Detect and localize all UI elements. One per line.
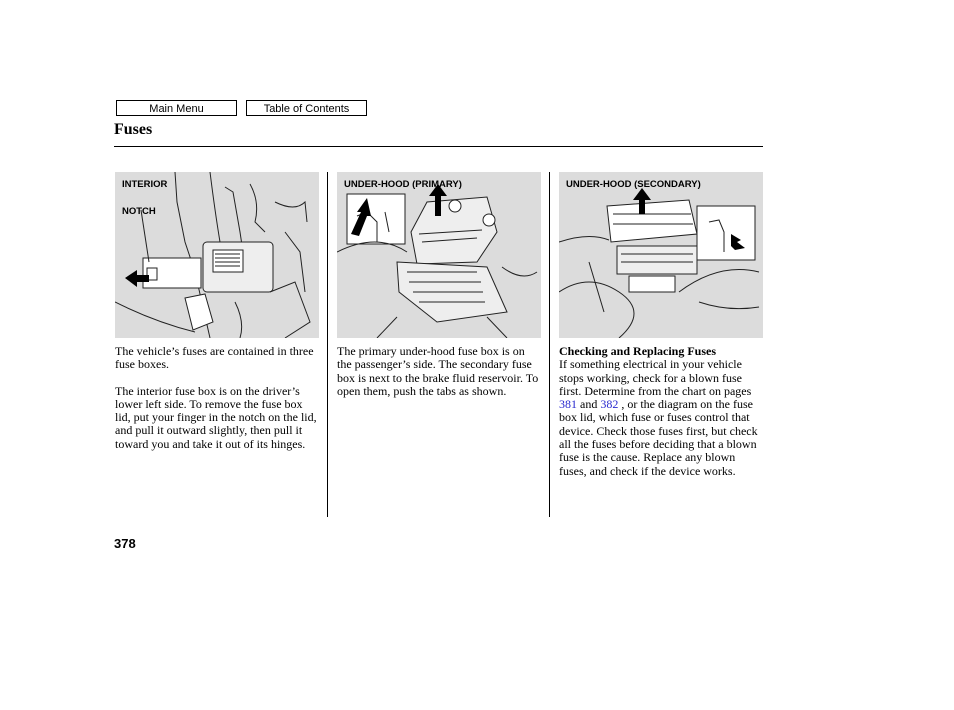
interior-fuse-box-illustration: [115, 172, 319, 338]
column-2-text: [337, 345, 542, 411]
page-number: 378: [114, 536, 136, 551]
primary-fuse-box-illustration: [337, 172, 541, 338]
table-of-contents-button[interactable]: Table of Contents: [246, 100, 367, 116]
secondary-fuse-box-illustration: [559, 172, 763, 338]
paragraph: The primary under-hood fuse box is on the passenger’s side. The secondary fuse box is next to the brake fluid reservoir. To open them, push the tabs as shown.: [337, 344, 539, 398]
page-381-link[interactable]: 381: [559, 397, 577, 412]
column-3-text: [559, 345, 764, 491]
primary-label: UNDER-HOOD (PRIMARY): [344, 179, 462, 190]
interior-figure: [115, 172, 319, 338]
paragraph: The vehicle’s fuses are contained in three fuse boxes.: [115, 344, 314, 372]
page-title: Fuses: [114, 121, 153, 138]
primary-figure: [337, 172, 541, 338]
text: , or the diagram on the fuse box lid, which fuse or fuses control that device. Check those fuses first, but check all the fuses before deciding that a blown fuse is the cause. Replace any blown fuses, and check if the device works.: [559, 397, 758, 478]
secondary-figure: [559, 172, 763, 338]
column-1-text: [115, 345, 320, 464]
main-menu-button[interactable]: Main Menu: [116, 100, 237, 116]
section-heading: Checking and Replacing Fuses: [559, 344, 717, 358]
text: and: [577, 397, 601, 412]
page-382-link[interactable]: 382: [600, 397, 619, 412]
title-rule: [114, 146, 763, 147]
paragraph: [559, 358, 764, 478]
notch-callout: NOTCH: [122, 206, 156, 217]
column-divider: [327, 172, 328, 517]
column-divider: [549, 172, 550, 517]
secondary-label: UNDER-HOOD (SECONDARY): [566, 179, 701, 190]
paragraph: The interior fuse box is on the driver’s lower left side. To remove the fuse box lid, put your finger in the notch on the lid, and pull it outward slightly, then pull it toward you and take it out of its hinges.: [115, 383, 317, 451]
interior-label: INTERIOR: [122, 179, 168, 190]
text: If something electrical in your vehicle stops working, check for a blown fuse first. Determine from the chart on pages: [559, 357, 752, 398]
